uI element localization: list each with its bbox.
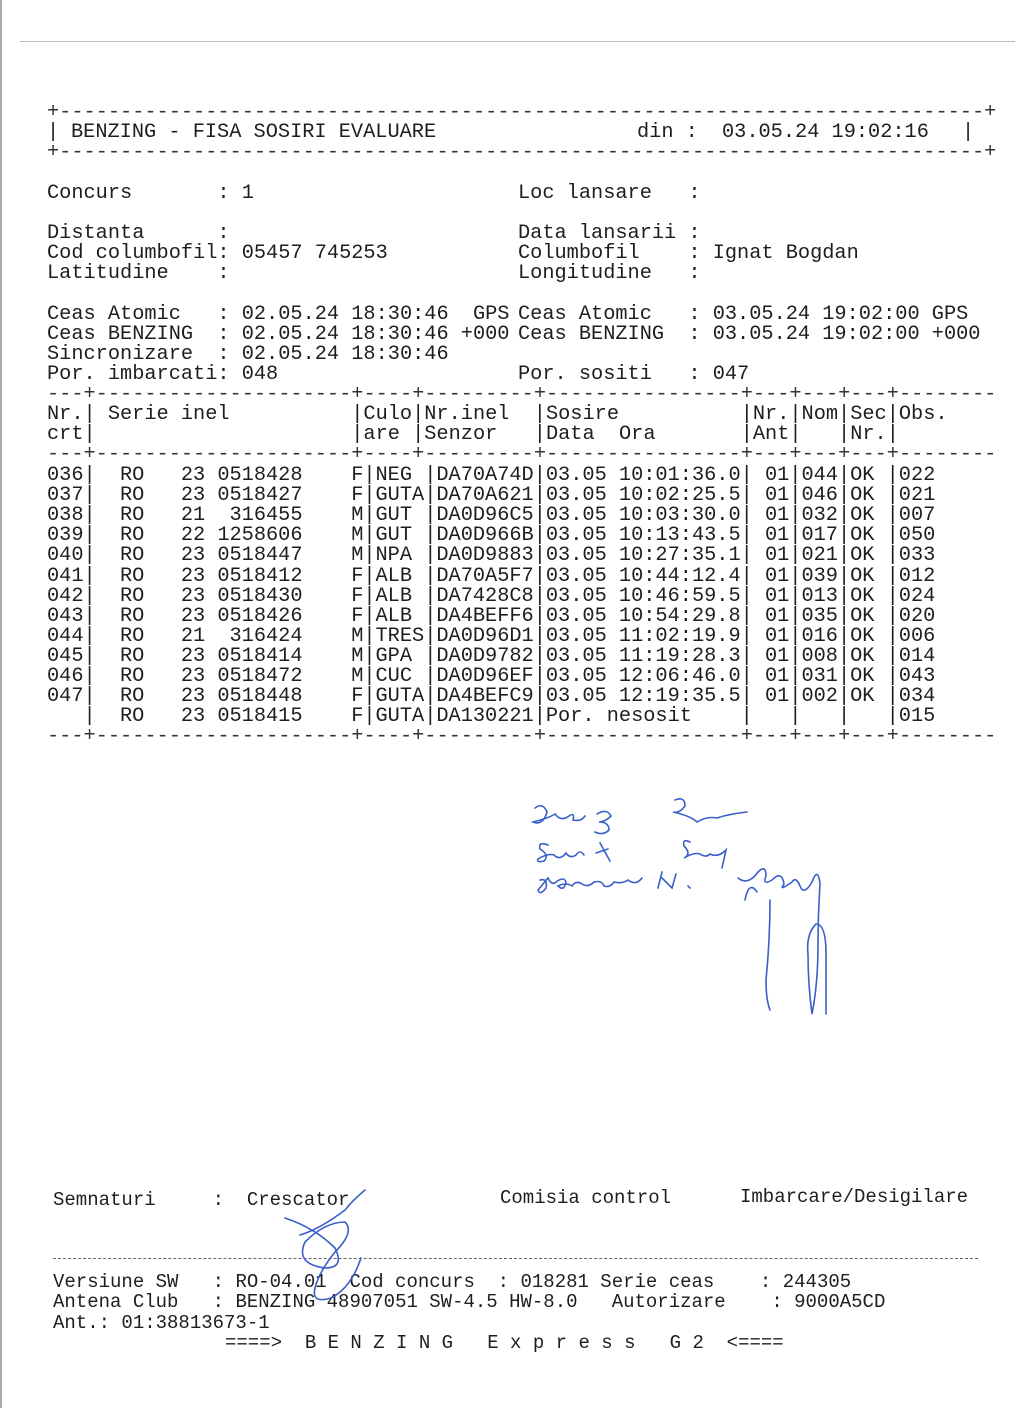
- cell-nom: 013: [801, 584, 838, 608]
- cell-sex: F: [351, 604, 364, 628]
- concurs-row: Concurs : 1: [47, 182, 254, 205]
- cell-sex: F: [351, 705, 364, 729]
- cell-ring: 316424: [229, 624, 303, 648]
- end-benzing-suffix: +000: [931, 323, 981, 346]
- cell-nr: 044: [47, 624, 84, 648]
- table-header-2: crt| |are |Senzor |Data Ora |Ant| |Nr.|: [47, 423, 899, 446]
- cell-nom: 008: [801, 644, 838, 668]
- cell-nom: 032: [801, 504, 838, 528]
- cell-sec: OK: [850, 564, 875, 588]
- cell-antenna: 01: [764, 584, 790, 608]
- cell-color: ALB: [375, 584, 413, 608]
- signatures-row: Semnaturi : Crescator: [53, 1189, 350, 1211]
- distanta-label: Distanta: [47, 222, 145, 245]
- signature-line-1: [533, 799, 747, 834]
- cell-antenna: 01: [764, 644, 790, 668]
- sincronizare-value: 02.05.24 18:30:46: [241, 343, 449, 366]
- signatures-label: Semnaturi: [53, 1189, 156, 1211]
- cell-year: 23: [180, 564, 206, 588]
- table-row: | RO 23 0518415 F|GUTA|DA130221|Por. nesosit | | | |015: [83, 705, 936, 729]
- header-border-bottom: +----------------------------------------------------------------------------+: [47, 141, 997, 164]
- cod-concurs-label: Cod concurs: [349, 1271, 475, 1293]
- ceas-atomic-start-row: Ceas Atomic : 02.05.24 18:30:46 GPS: [47, 303, 510, 326]
- cell-obs: 020: [898, 604, 936, 628]
- cell-sensor: DA70A5F7: [436, 564, 534, 588]
- cell-sex: M: [351, 544, 364, 568]
- cell-obs: 007: [898, 504, 936, 528]
- antena-value: BENZING 48907051 SW-4.5 HW-8.0: [235, 1291, 578, 1313]
- table-row: 040| RO 23 0518447 M|NPA |DA0D9883|03.05 10:27:35.1| 01|021|OK |033: [47, 544, 936, 568]
- cell-sec: OK: [850, 484, 875, 508]
- cell-country: RO: [120, 604, 145, 628]
- table-row: 046| RO 23 0518472 M|CUC |DA0D96EF|03.05 12:06:46.0| 01|031|OK |043: [47, 665, 936, 688]
- columbofil-label: Columbofil: [518, 242, 640, 265]
- cell-obs: 012: [898, 564, 936, 588]
- cell-year: 22: [180, 524, 206, 548]
- signature-scribble-large: [738, 869, 826, 1014]
- cell-nom: 017: [801, 524, 838, 548]
- cell-year: 23: [180, 464, 206, 487]
- express-line: ====> B E N Z I N G E x p r e s s G 2 <====: [225, 1332, 784, 1354]
- cell-sex: F: [351, 584, 364, 608]
- cell-sensor: DA4BEFF6: [436, 604, 534, 628]
- cell-obs: 033: [898, 544, 936, 568]
- cell-antenna: 01: [764, 665, 790, 688]
- cell-nr: 042: [47, 584, 84, 608]
- cell-sensor: DA0D96EF: [436, 665, 534, 688]
- cell-sex: M: [351, 524, 364, 548]
- cell-nr: 047: [47, 685, 84, 709]
- loc-lansare-row: Loc lansare :: [518, 182, 713, 205]
- cell-ring: 0518414: [217, 644, 303, 668]
- header-border-top: +----------------------------------------------------------------------------+: [47, 101, 997, 124]
- ceas-benzing-label: Ceas BENZING: [47, 323, 194, 346]
- serie-ceas-value: 244305: [782, 1271, 852, 1293]
- cell-sensor: DA70A621: [436, 484, 534, 508]
- signature-line-3: [538, 872, 690, 893]
- table-row: 042| RO 23 0518430 F|ALB |DA7428C8|03.05 10:46:59.5| 01|013|OK |024: [47, 584, 936, 608]
- footer-row-2: Antena Club : BENZING 48907051 SW-4.5 HW-8.0 Autorizare : 9000A5CD: [53, 1291, 886, 1313]
- cell-sec: OK: [850, 644, 875, 668]
- cell-arrival: 03.05 10:13:43.5: [545, 524, 741, 548]
- table-row: 038| RO 21 316455 M|GUT |DA0D96C5|03.05 10:03:30.0| 01|032|OK |007: [47, 504, 936, 528]
- table-border: ---+---------------------+----+---------+----------------+---+---+---+--------: [47, 443, 997, 466]
- col-senzor-header: Nr.inel: [424, 403, 510, 426]
- cod-columbofil-row: Cod columbofil: 05457 745253: [47, 242, 388, 265]
- cell-obs: 024: [898, 584, 936, 608]
- cell-year: 23: [180, 665, 206, 688]
- ceas-atomic-label: Ceas Atomic: [518, 303, 652, 326]
- table-row: 039| RO 22 1258606 M|GUT |DA0D966B|03.05 10:13:43.5| 01|017|OK |050: [47, 524, 936, 548]
- table-row: 044| RO 21 316424 M|TRES|DA0D96D1|03.05 11:02:19.9| 01|016|OK |006: [47, 624, 936, 648]
- table-border: ---+---------------------+----+---------+----------------+---+---+---+--------: [47, 725, 997, 748]
- cell-antenna: 01: [764, 564, 790, 588]
- footer-row-1: Versiune SW : RO-04.01 Cod concurs : 018281 Serie ceas : 244305: [53, 1271, 852, 1293]
- columbofil-value: Ignat Bogdan: [712, 242, 859, 265]
- cell-nr: 041: [47, 564, 84, 588]
- data-lansarii-row: Data lansarii :: [518, 222, 713, 245]
- comisia-label: Comisia control: [500, 1187, 672, 1209]
- cell-color: NPA: [375, 544, 413, 568]
- end-atomic: 03.05.24 19:02:00: [712, 303, 920, 326]
- signature-line-2: [538, 841, 726, 868]
- cell-sec: OK: [850, 464, 875, 487]
- header-row: | BENZING - FISA SOSIRI EVALUARE din : 03.05.24 19:02:16 |: [47, 121, 975, 144]
- cell-color: GUT: [375, 504, 413, 528]
- cell-nr: 039: [47, 524, 84, 548]
- longitudine-row: Longitudine :: [518, 262, 713, 285]
- cell-color: GUTA: [375, 685, 425, 709]
- table-border: ---+---------------------+----+---------+----------------+---+---+---+--------: [47, 383, 997, 406]
- cell-sensor: DA70A74D: [436, 464, 534, 487]
- cell-arrival: 03.05 10:44:12.4: [545, 564, 741, 588]
- table-row: 045| RO 23 0518414 M|GPA |DA0D9782|03.05 11:19:28.3| 01|008|OK |014: [47, 644, 936, 668]
- scan-edge: [0, 0, 2, 1408]
- cell-country: RO: [120, 464, 145, 487]
- versiune-label: Versiune SW: [53, 1271, 179, 1293]
- cell-country: RO: [120, 665, 145, 688]
- cell-country: RO: [120, 484, 145, 508]
- cell-arrival: 03.05 10:54:29.8: [545, 604, 741, 628]
- imbarcati-value: 048: [241, 363, 279, 386]
- ceas-benzing-label: Ceas BENZING: [518, 323, 665, 346]
- cell-color: ALB: [375, 604, 413, 628]
- cell-antenna: 01: [764, 624, 790, 648]
- cell-sensor: DA7428C8: [436, 584, 534, 608]
- cell-color: TRES: [375, 624, 425, 648]
- cell-arrival: 03.05 12:19:35.5: [545, 685, 741, 709]
- cell-antenna: 01: [764, 685, 790, 709]
- cell-year: 23: [180, 484, 206, 508]
- cell-nom: 039: [801, 564, 838, 588]
- cell-country: RO: [120, 504, 145, 528]
- cell-obs: 034: [898, 685, 936, 709]
- table-row: 036| RO 23 0518428 F|NEG |DA70A74D|03.05 10:01:36.0| 01|044|OK |022: [47, 464, 936, 487]
- latitudine-label: Latitudine: [47, 262, 169, 285]
- serie-ceas-label: Serie ceas: [600, 1271, 715, 1293]
- date-label: din :: [637, 121, 698, 144]
- cell-sec: OK: [850, 524, 875, 548]
- cell-ring: 0518448: [217, 685, 303, 709]
- cell-ring: 0518426: [217, 604, 303, 628]
- table-row: 043| RO 23 0518426 F|ALB |DA4BEFF6|03.05 10:54:29.8| 01|035|OK |020: [47, 604, 936, 628]
- print-date: 03.05.24 19:02:16: [722, 121, 929, 144]
- table-row: 041| RO 23 0518412 F|ALB |DA70A5F7|03.05 10:44:12.4| 01|039|OK |012: [47, 564, 936, 588]
- cell-country: RO: [120, 705, 145, 729]
- cell-year: 23: [180, 705, 206, 729]
- cell-year: 23: [180, 644, 206, 668]
- longitudine-label: Longitudine: [518, 262, 652, 285]
- cell-country: RO: [120, 524, 145, 548]
- signature-divider: [53, 1258, 978, 1259]
- cell-arrival: 03.05 10:01:36.0: [545, 464, 741, 487]
- crescator-label: Crescator: [246, 1189, 350, 1211]
- cell-antenna: 01: [764, 524, 790, 548]
- ceas-benzing-end-row: Ceas BENZING : 03.05.24 19:02:00 +000: [518, 323, 981, 346]
- cell-antenna: 01: [764, 544, 790, 568]
- cell-sex: F: [351, 464, 364, 487]
- cell-nr: 046: [47, 665, 84, 688]
- cell-country: RO: [120, 544, 145, 568]
- col-culoare-header: Culo: [363, 403, 413, 426]
- data-lansarii-label: Data lansarii: [518, 222, 677, 245]
- col-sosire-header-2: Data Ora: [545, 423, 656, 446]
- cell-ring: 0518447: [217, 544, 303, 568]
- cell-ring: 0518427: [217, 484, 303, 508]
- cell-nom: 031: [801, 665, 838, 688]
- cell-color: ALB: [375, 564, 413, 588]
- cell-nom: 035: [801, 604, 838, 628]
- cell-nom: 016: [801, 624, 838, 648]
- cell-year: 21: [180, 504, 206, 528]
- cell-antenna: 01: [764, 464, 790, 487]
- table-row: 037| RO 23 0518427 F|GUTA|DA70A621|03.05 10:02:25.5| 01|046|OK |021: [47, 484, 936, 508]
- cell-sensor: DA0D96C5: [436, 504, 534, 528]
- col-obs-header: Obs.: [898, 403, 948, 426]
- cell-arrival: 03.05 10:46:59.5: [545, 584, 741, 608]
- cell-ring: 0518430: [217, 584, 303, 608]
- cell-sec: OK: [850, 665, 875, 688]
- table-row: 047| RO 23 0518448 F|GUTA|DA4BEFC9|03.05 12:19:35.5| 01|002|OK |034: [47, 685, 936, 709]
- col-ant-header: Nr.: [752, 403, 790, 426]
- cell-nr: 040: [47, 544, 84, 568]
- col-sec-header: Sec: [850, 403, 887, 426]
- imbarcati-row: Por. imbarcati: 048: [47, 363, 279, 386]
- cell-ring: 0518415: [217, 705, 303, 729]
- cell-obs: 006: [898, 624, 936, 648]
- cell-obs: 043: [898, 665, 936, 688]
- imbarcati-label: Por. imbarcati: [47, 363, 218, 386]
- cell-sensor: DA4BEFC9: [436, 685, 534, 709]
- cell-ring: 1258606: [217, 524, 303, 548]
- columbofil-row: Columbofil : Ignat Bogdan: [518, 242, 859, 265]
- cell-antenna: 01: [764, 484, 790, 508]
- cell-year: 21: [180, 624, 206, 648]
- cell-sex: M: [351, 504, 364, 528]
- cell-sex: M: [351, 624, 364, 648]
- ceas-atomic-label: Ceas Atomic: [47, 303, 181, 326]
- cell-sex: F: [351, 484, 364, 508]
- cell-nom: 021: [801, 544, 838, 568]
- cell-antenna: 01: [764, 604, 790, 628]
- cell-nom: 046: [801, 484, 838, 508]
- cell-arrival: 03.05 12:06:46.0: [545, 665, 741, 688]
- cell-sex: M: [351, 644, 364, 668]
- cell-year: 23: [180, 685, 206, 709]
- cell-sec: OK: [850, 544, 875, 568]
- ceas-atomic-end-row: Ceas Atomic : 03.05.24 19:02:00 GPS: [518, 303, 969, 326]
- concurs-value: 1: [241, 182, 254, 205]
- cell-arrival: 03.05 11:19:28.3: [545, 644, 741, 668]
- col-senzor-header-2: Senzor: [424, 423, 498, 446]
- cod-concurs-value: 018281: [520, 1271, 589, 1293]
- cell-arrival: 03.05 11:02:19.9: [545, 624, 741, 648]
- col-serie-header: Serie inel: [107, 403, 230, 426]
- start-benzing-suffix: +000: [460, 323, 510, 346]
- cell-sensor: DA0D96D1: [436, 624, 534, 648]
- cell-sec: OK: [850, 504, 875, 528]
- cell-sensor: DA0D9883: [436, 544, 534, 568]
- cell-sex: F: [351, 564, 364, 588]
- cell-sec: OK: [850, 685, 875, 709]
- cell-sensor: DA130221: [436, 705, 534, 729]
- cell-nr: 037: [47, 484, 84, 508]
- cell-nom: 002: [801, 685, 838, 709]
- start-benzing: 02.05.24 18:30:46: [241, 323, 449, 346]
- start-atomic: 02.05.24 18:30:46: [241, 303, 449, 326]
- ceas-benzing-start-row: Ceas BENZING : 02.05.24 18:30:46 +000: [47, 323, 510, 346]
- cell-sec: OK: [850, 624, 875, 648]
- table-header-1: Nr.| Serie inel |Culo|Nr.inel |Sosire |Nr.|Nom|Sec|Obs.: [47, 403, 948, 426]
- cell-sec: OK: [850, 604, 875, 628]
- cell-arrival: Por. nesosit: [545, 705, 692, 729]
- ant-line: Ant.: 01:38813673-1: [53, 1312, 270, 1334]
- cell-country: RO: [120, 564, 145, 588]
- cell-ring: 0518472: [217, 665, 303, 688]
- cell-arrival: 03.05 10:27:35.1: [545, 544, 741, 568]
- cell-nr: 038: [47, 504, 84, 528]
- cell-nr: 045: [47, 644, 84, 668]
- cell-color: GPA: [375, 644, 413, 668]
- cell-obs: 050: [898, 524, 936, 548]
- autorizare-value: 9000A5CD: [794, 1291, 886, 1313]
- col-sec-header-2: Nr.: [850, 423, 887, 446]
- cell-country: RO: [120, 685, 145, 709]
- col-culoare-header-2: are: [363, 423, 400, 446]
- cell-antenna: 01: [764, 504, 790, 528]
- sincronizare-row: Sincronizare : 02.05.24 18:30:46: [47, 343, 449, 366]
- cell-year: 23: [180, 584, 206, 608]
- cell-country: RO: [120, 624, 145, 648]
- antena-label: Antena Club: [53, 1291, 179, 1313]
- cell-obs: 015: [898, 705, 936, 729]
- cell-ring: 0518412: [217, 564, 303, 588]
- cell-color: GUTA: [375, 484, 425, 508]
- autorizare-label: Autorizare: [611, 1291, 726, 1313]
- cell-nr: 043: [47, 604, 84, 628]
- start-atomic-suffix: GPS: [472, 303, 510, 326]
- cell-color: GUTA: [375, 705, 425, 729]
- sositi-label: Por. sositi: [518, 363, 652, 386]
- cell-color: GUT: [375, 524, 413, 548]
- cell-color: CUC: [375, 665, 413, 688]
- cell-country: RO: [120, 584, 145, 608]
- col-sosire-header: Sosire: [545, 403, 619, 426]
- divider: [20, 41, 1015, 42]
- cell-year: 23: [180, 604, 206, 628]
- cell-sex: F: [351, 685, 364, 709]
- document-title: BENZING - FISA SOSIRI EVALUARE: [71, 121, 437, 144]
- col-ant-header-2: Ant: [752, 423, 790, 446]
- cell-ring: 0518428: [217, 464, 303, 487]
- loc-lansare-label: Loc lansare: [518, 182, 652, 205]
- cell-sex: M: [351, 665, 364, 688]
- sositi-row: Por. sositi : 047: [518, 363, 750, 386]
- sositi-value: 047: [712, 363, 750, 386]
- col-nr-header-2: crt: [47, 423, 84, 446]
- cell-arrival: 03.05 10:02:25.5: [545, 484, 741, 508]
- cell-obs: 021: [898, 484, 936, 508]
- cell-sec: OK: [850, 584, 875, 608]
- cell-color: NEG: [375, 464, 413, 487]
- cell-country: RO: [120, 644, 145, 668]
- cell-nom: 044: [801, 464, 838, 487]
- concurs-label: Concurs: [47, 182, 133, 205]
- distanta-row: Distanta :: [47, 222, 242, 245]
- end-atomic-suffix: GPS: [931, 303, 969, 326]
- cell-obs: 014: [898, 644, 936, 668]
- col-nr-header: Nr.: [47, 403, 84, 426]
- latitudine-row: Latitudine :: [47, 262, 242, 285]
- cell-nr: 036: [47, 464, 84, 487]
- cod-columbofil-value: 05457 745253: [241, 242, 388, 265]
- cell-ring: 316455: [229, 504, 303, 528]
- cod-columbofil-label: Cod columbofil: [47, 242, 218, 265]
- cell-arrival: 03.05 10:03:30.0: [545, 504, 741, 528]
- sincronizare-label: Sincronizare: [47, 343, 194, 366]
- imbarcare-label: Imbarcare/Desigilare: [740, 1186, 969, 1208]
- cell-obs: 022: [898, 464, 936, 487]
- cell-sensor: DA0D966B: [436, 524, 534, 548]
- cell-year: 23: [180, 544, 206, 568]
- cell-sensor: DA0D9782: [436, 644, 534, 668]
- col-nom-header: Nom: [801, 403, 839, 426]
- versiune-value: RO-04.01: [235, 1271, 327, 1293]
- end-benzing: 03.05.24 19:02:00: [712, 323, 920, 346]
